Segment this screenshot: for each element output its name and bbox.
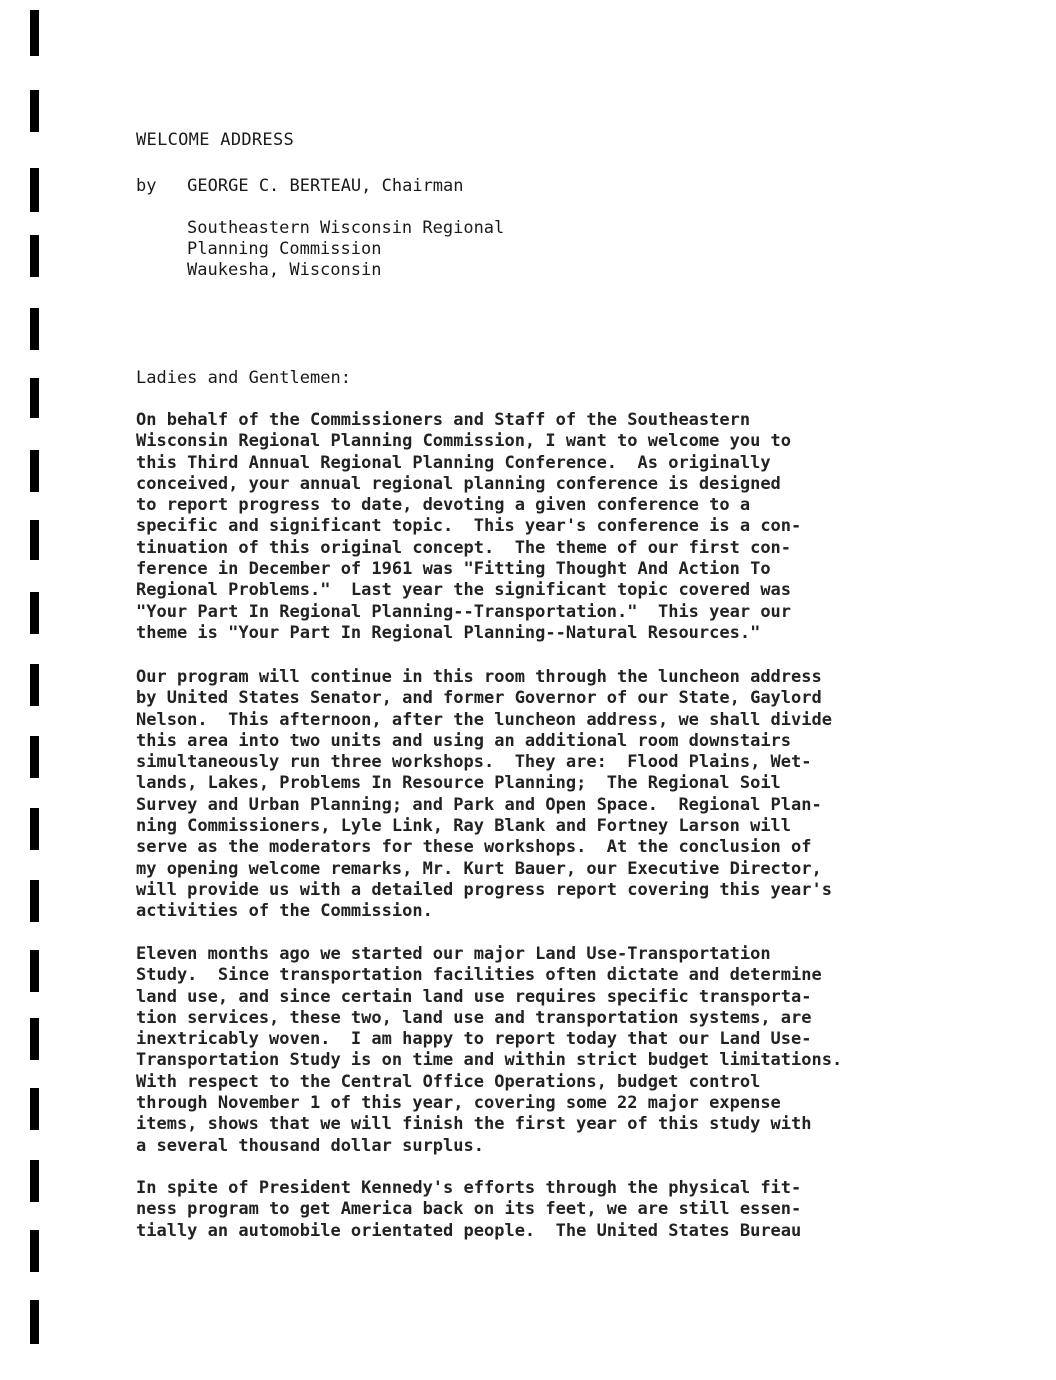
text-line: serve as the moderators for these workshops. At the conclusion of [136, 837, 812, 858]
text-line: land use, and since certain land use requires specific transporta- [136, 986, 812, 1007]
text-line: ness program to get America back on its feet, we are still essen- [136, 1199, 802, 1220]
binding-hole-mark [30, 664, 39, 706]
text-line: to report progress to date, devoting a given conference to a [136, 495, 751, 516]
paragraph [136, 1178, 801, 1242]
binding-hole-mark [30, 10, 39, 56]
binding-hole-mark [30, 520, 39, 560]
text-line: my opening welcome remarks, Mr. Kurt Bauer, our Executive Director, [136, 858, 822, 879]
text-line: by United States Senator, and former Governor of our State, Gaylord [136, 688, 822, 709]
binding-hole-mark [30, 450, 39, 492]
text-line: simultaneously run three workshops. They are: Flood Plains, Wet- [136, 752, 812, 773]
text-line: On behalf of the Commissioners and Staff of the Southeastern [136, 410, 751, 430]
text-line: will provide us with a detailed progress report covering this year's [136, 879, 832, 900]
text-line: ning Commissioners, Lyle Link, Ray Blank and Fortney Larson will [136, 816, 792, 837]
text-line: this Third Annual Regional Planning Conference. As originally [136, 452, 771, 473]
salutation: Ladies and Gentlemen: [136, 368, 351, 388]
text-line: "Your Part In Regional Planning--Transportation." This year our [136, 601, 792, 622]
binding-hole-mark [30, 90, 39, 132]
text-line: With respect to the Central Office Operations, budget control [136, 1071, 761, 1092]
organization-block [187, 218, 504, 281]
text-line: theme is "Your Part In Regional Planning--Natural Resources." [136, 622, 761, 643]
organization-line: Southeastern Wisconsin Regional [187, 218, 505, 238]
author-byline: by GEORGE C. BERTEAU, Chairman [136, 176, 464, 196]
binding-hole-mark [30, 308, 39, 350]
binding-hole-mark [30, 950, 39, 992]
organization-line: Waukesha, Wisconsin [187, 260, 382, 280]
document-title: WELCOME ADDRESS [136, 130, 295, 150]
text-line: a several thousand dollar surplus. [136, 1135, 484, 1156]
binding-hole-mark [30, 1230, 39, 1272]
text-line: ference in December of 1961 was "Fitting Thought And Action To [136, 559, 771, 580]
binding-hole-mark [30, 808, 39, 850]
organization-line: Planning Commission [187, 239, 382, 259]
paragraph [136, 410, 801, 644]
binding-hole-mark [30, 1088, 39, 1130]
text-line: tion services, these two, land use and transportation systems, are [136, 1007, 812, 1028]
text-line: Survey and Urban Planning; and Park and Open Space. Regional Plan- [136, 794, 822, 815]
text-line: Nelson. This afternoon, after the luncheon address, we shall divide [136, 709, 832, 730]
text-line: specific and significant topic. This year's conference is a con- [136, 516, 802, 537]
text-line: activities of the Commission. [136, 901, 433, 922]
binding-hole-mark [30, 880, 39, 922]
binding-hole-mark [30, 1018, 39, 1060]
text-line: Study. Since transportation facilities often dictate and determine [136, 965, 822, 986]
text-line: through November 1 of this year, covering some 22 major expense [136, 1093, 781, 1114]
binding-hole-mark [30, 1300, 39, 1344]
text-line: Transportation Study is on time and within strict budget limitations. [136, 1050, 843, 1071]
text-line: Our program will continue in this room through the luncheon address [136, 667, 822, 687]
text-line: this area into two units and using an additional room downstairs [136, 730, 792, 751]
text-line: Wisconsin Regional Planning Commission, I want to welcome you to [136, 431, 792, 452]
paragraph [136, 667, 832, 923]
text-line: In spite of President Kennedy's efforts through the physical fit- [136, 1178, 802, 1198]
text-line: Regional Problems." Last year the significant topic covered was [136, 580, 792, 601]
binding-hole-mark [30, 1160, 39, 1202]
binding-holes [30, 0, 44, 1380]
binding-hole-mark [30, 168, 39, 212]
text-line: conceived, your annual regional planning conference is designed [136, 473, 781, 494]
text-line: tially an automobile orientated people. The United States Bureau [136, 1220, 802, 1241]
binding-hole-mark [30, 235, 39, 277]
binding-hole-mark [30, 378, 39, 418]
paragraph [136, 944, 842, 1157]
text-line: tinuation of this original concept. The theme of our first con- [136, 537, 792, 558]
text-line: Eleven months ago we started our major Land Use-Transportation [136, 944, 771, 964]
text-line: items, shows that we will finish the first year of this study with [136, 1114, 812, 1135]
text-line: inextricably woven. I am happy to report today that our Land Use- [136, 1029, 812, 1050]
binding-hole-mark [30, 592, 39, 634]
binding-hole-mark [30, 736, 39, 778]
text-line: lands, Lakes, Problems In Resource Planning; The Regional Soil [136, 773, 781, 794]
